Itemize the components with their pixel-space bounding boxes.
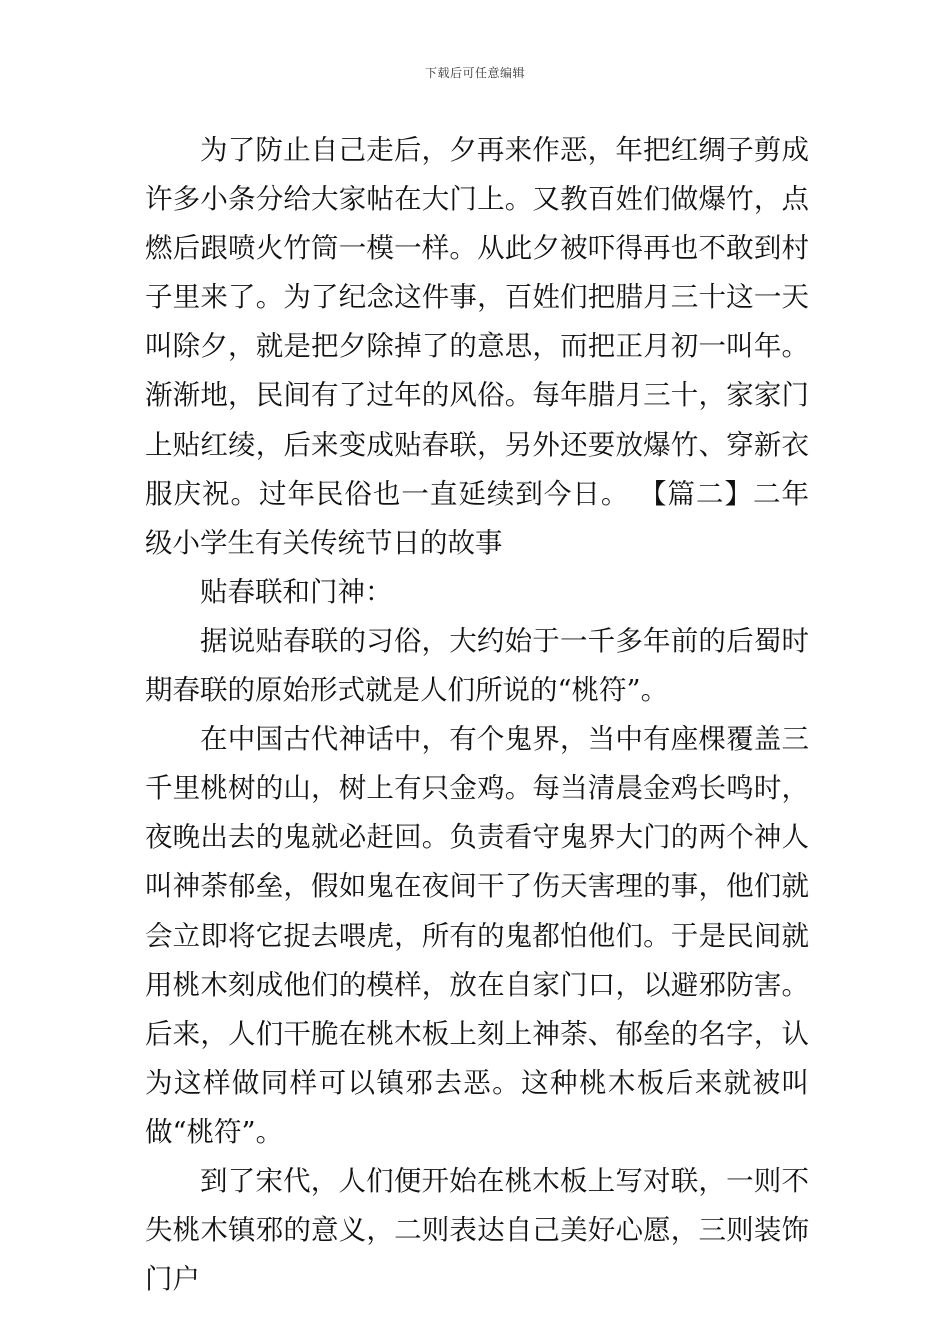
page-header-note: 下载后可任意编辑 [424,66,525,80]
paragraph-4: 在中国古代神话中，有个鬼界，当中有座棵覆盖三千里桃树的山，树上有只金鸡。每当清晨金鸡长鸣时，夜晚出去的鬼就必赶回。负责看守鬼界大门的两个神人叫神荼郁垒，假如鬼在夜间干了伤天害理的事，他们就会立即将它捉去喂虎，所有的鬼都怕他们。于是民间就用桃木刻成他们的模样，放在自家门口，以避邪防害。后来，人们干脆在桃木板上刻上神荼、郁垒的名字，认为这样做同样可以镇邪去恶。这种桃木板后来就被叫做“桃符”。 [145,723,809,1148]
paragraph-3: 据说贴春联的习俗，大约始于一千多年前的后蜀时期春联的原始形式就是人们所说的“桃符”。 [145,624,809,707]
paragraph-1: 为了防止自己走后，夕再来作恶，年把红绸子剪成许多小条分给大家帖在大门上。又教百姓们做爆竹，点燃后跟喷火竹筒一模一样。从此夕被吓得再也不敢到村子里来了。为了纪念这件事，百姓们把腊月三十这一天叫除夕，就是把夕除掉了的意思，而把正月初一叫年。渐渐地，民间有了过年的风俗。每年腊月三十，家家门上贴红绫，后来变成贴春联，另外还要放爆竹、穿新衣服庆祝。过年民俗也一直延续到今日。 【篇二】二年级小学生有关传统节日的故事 [145,134,809,559]
paragraph-5: 到了宋代，人们便开始在桃木板上写对联，一则不失桃木镇邪的意义，二则表达自己美好心愿，三则装饰门户 [145,1164,809,1296]
paragraph-2: 贴春联和门神： [200,575,393,608]
document-body [145,126,809,1304]
